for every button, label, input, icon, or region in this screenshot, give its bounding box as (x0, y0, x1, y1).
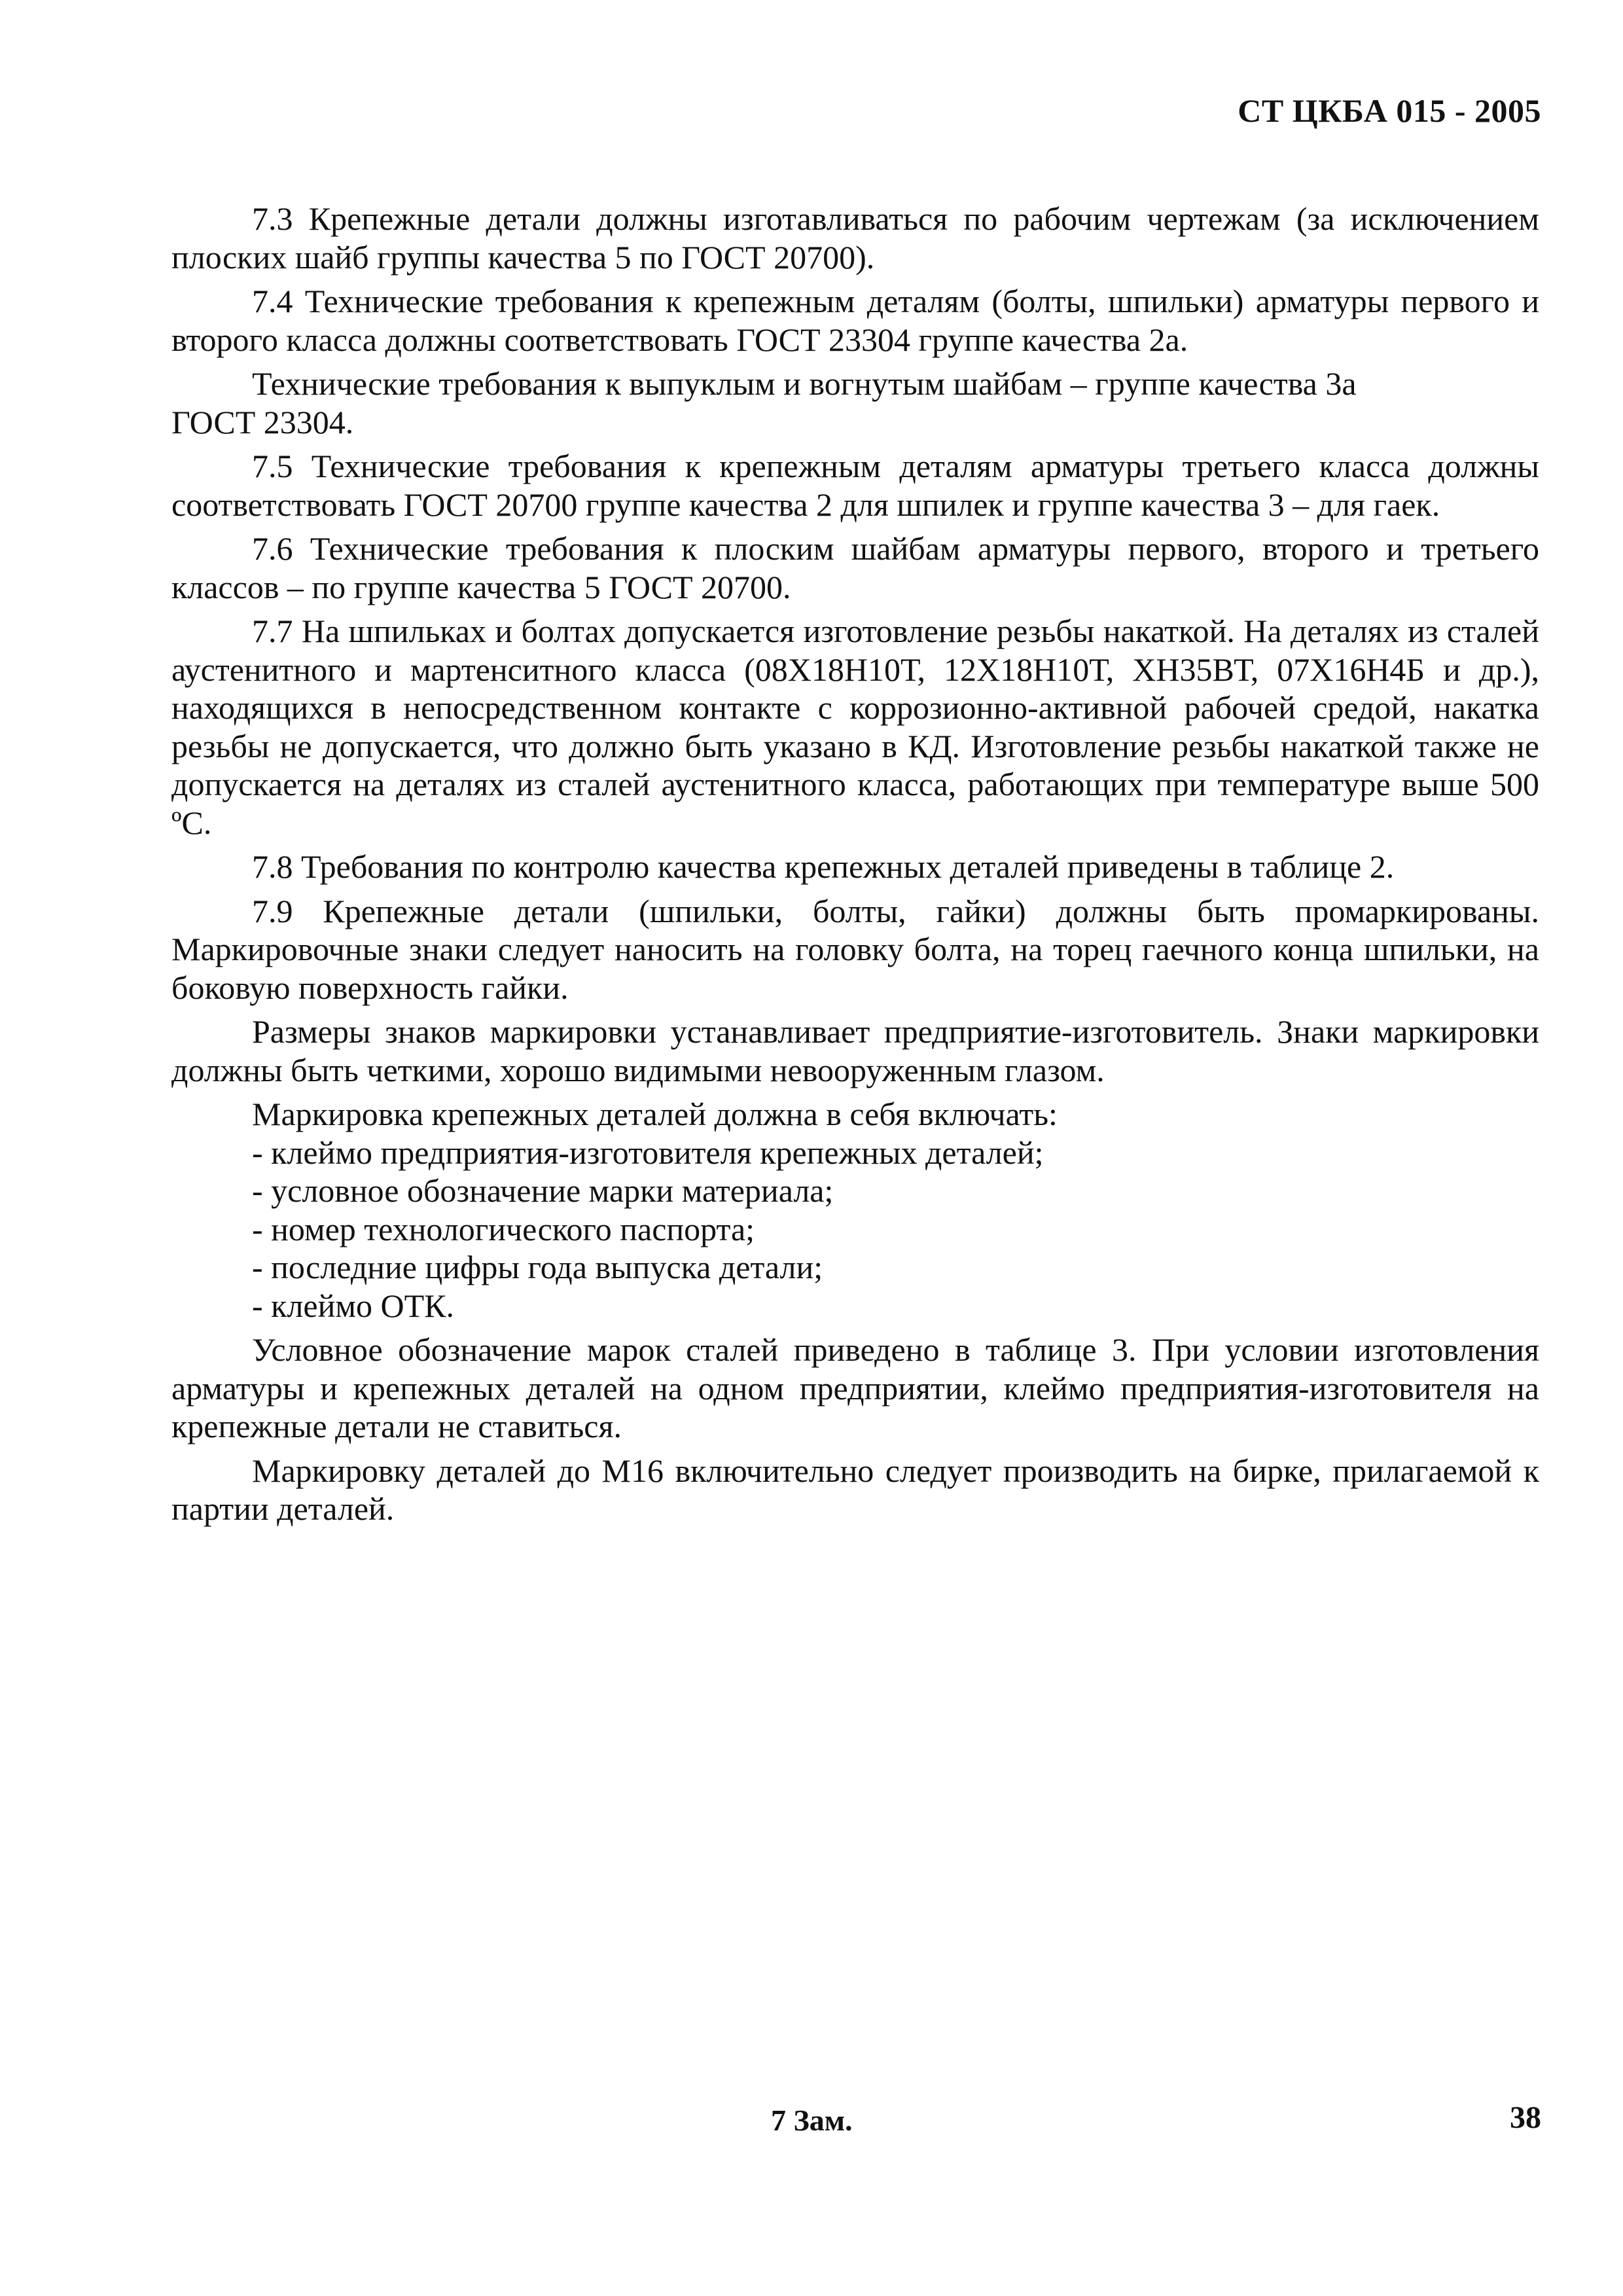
list-item: - номер технологического паспорта; (252, 1210, 755, 1247)
change-note: 7 Зам. (771, 2104, 853, 2137)
page-number: 38 (1510, 2100, 1541, 2135)
paragraph-marking-sizes: Размеры знаков маркировки устанавливает предприятие-изготовитель. Знаки маркировки должны быть четкими, хорошо видимыми невооруженным глазом. (171, 1013, 1539, 1088)
paragraph-steel-designation: Условное обозначение марок сталей приведено в таблице 3. При условии изготовления арматуры и крепежных деталей на одном предприятии, клеймо предприятия-изготовителя на крепежные детали не ставиться. (171, 1331, 1539, 1444)
list-item: - клеймо предприятия-изготовителя крепежных деталей; (252, 1134, 1044, 1171)
paragraph-7-7: 7.7 На шпильках и болтах допускается изготовление резьбы накаткой. На деталях из сталей аустенитного и мартенситного класса (08Х18Н10Т, 12Х18Н10Т, ХН35ВТ, 07Х16Н4Б и др.), находящихся в непосредственном контакте с коррозионно-активной рабочей средой, накатка резьбы не допускается, что должно быть указано в КД. Изготовление резьбы накаткой также не допускается на деталях из сталей аустенитного класса, работающих при температуре выше 500 ºС. (171, 613, 1539, 841)
paragraph-7-9: 7.9 Крепежные детали (шпильки, болты, гайки) должны быть промаркированы. Маркировочные знаки следует наносить на головку болта, на торец гаечного конца шпильки, на боковую поверхность гайки. (171, 892, 1539, 1006)
list-item: - условное обозначение марки материала; (252, 1172, 834, 1209)
document-code: СТ ЦКБА 015 - 2005 (1238, 92, 1541, 129)
paragraph-marking-intro: Маркировка крепежных деталей должна в себя включать: (252, 1096, 1058, 1132)
paragraph-washers-line1: Технические требования к выпуклым и вогнутым шайбам – группе качества 3а (252, 365, 1357, 402)
paragraph-7-5: 7.5 Технические требования к крепежным деталям арматуры третьего класса должны соответствовать ГОСТ 20700 группе качества 2 для шпилек и группе качества 3 – для гаек. (171, 448, 1539, 523)
paragraph-m16-marking: Маркировку деталей до М16 включительно следует производить на бирке, прилагаемой к партии деталей. (171, 1452, 1539, 1527)
paragraph-washers-line2: ГОСТ 23304. (171, 403, 354, 440)
list-item: - клеймо ОТК. (252, 1287, 454, 1324)
paragraph-7-3: 7.3 Крепежные детали должны изготавливаться по рабочим чертежам (за исключением плоских шайб группы качества 5 по ГОСТ 20700). (171, 200, 1539, 276)
document-body (171, 200, 1539, 1528)
paragraph-7-4: 7.4 Технические требования к крепежным деталям (болты, шпильки) арматуры первого и второго класса должны соответствовать ГОСТ 23304 группе качества 2а. (171, 283, 1539, 358)
marking-list (171, 1134, 1539, 1325)
paragraph-7-8: 7.8 Требования по контролю качества крепежных деталей приведены в таблице 2. (252, 848, 1395, 885)
list-item: - последние цифры года выпуска детали; (252, 1249, 823, 1285)
paragraph-7-6: 7.6 Технические требования к плоским шайбам арматуры первого, второго и третьего классов – по группе качества 5 ГОСТ 20700. (171, 530, 1539, 605)
